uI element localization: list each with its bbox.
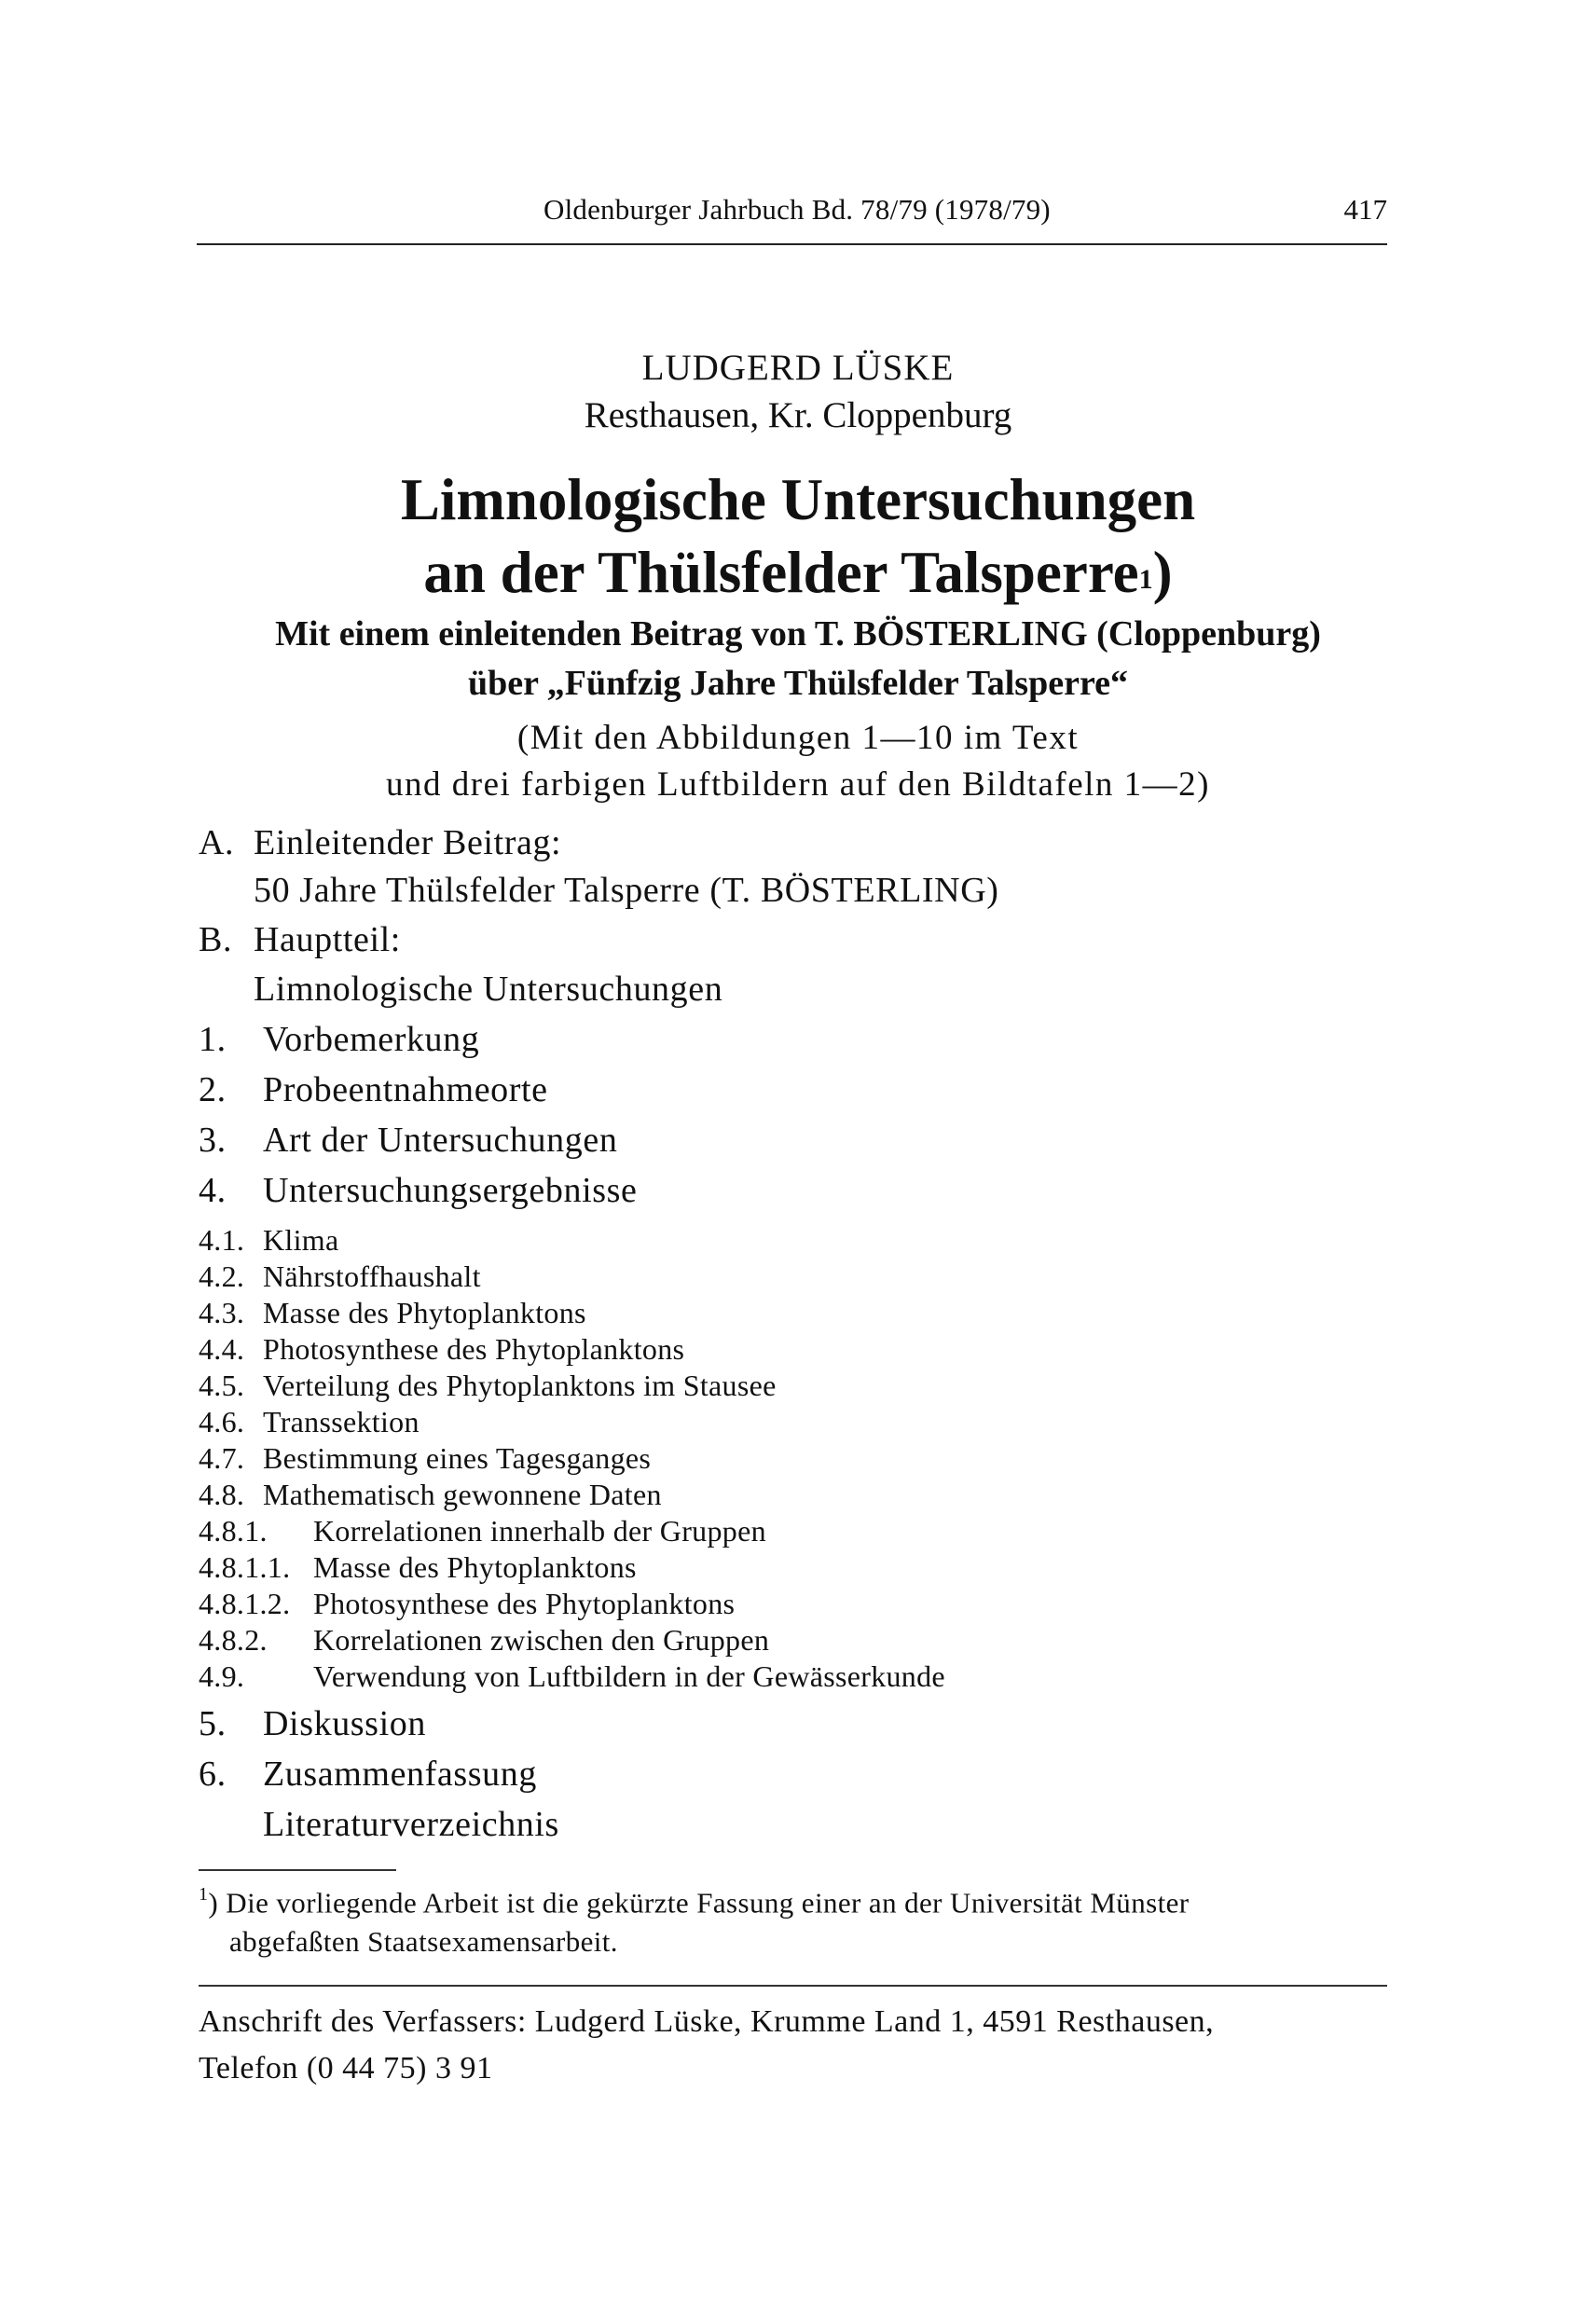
figures-note-line-1: (Mit den Abbildungen 1—10 im Text (516, 719, 1080, 757)
toc-entry: Hauptteil: (254, 920, 401, 959)
toc-number: 4.8.1. (199, 1514, 268, 1548)
article-title-line-2 (0, 536, 1596, 609)
toc-number: 1. (199, 1020, 227, 1059)
toc-number: 6. (199, 1755, 227, 1794)
footnote-line-2: abgefaßten Staatsexamensarbeit. (229, 1925, 618, 1958)
author-name: LUDGERD LÜSKE (641, 348, 955, 388)
subtitle-line-2: über „Fünfzig Jahre Thülsfelder Talsperre“ (467, 664, 1128, 703)
journal-header: Oldenburger Jahrbuch Bd. 78/79 (1978/79) (543, 193, 1051, 226)
toc-entry: Photosynthese des Phytoplanktons (313, 1587, 736, 1620)
footnote-line-1-text: ) Die vorliegende Arbeit ist die gekürzte Fassung einer an der Universität Münster (208, 1886, 1190, 1920)
toc-entry: 50 Jahre Thülsfelder Talsperre (T. BÖSTERLING) (254, 871, 999, 910)
toc-entry: Vorbemerkung (263, 1020, 480, 1059)
author-address-line-2: Telefon (0 44 75) 3 91 (199, 2051, 493, 2085)
toc-number: 4.5. (199, 1369, 245, 1402)
article-title-line-1: Limnologische Untersuchungen (400, 467, 1196, 532)
toc-entry: Photosynthese des Phytoplanktons (263, 1332, 685, 1366)
toc-number: 4. (199, 1171, 227, 1210)
toc-number: 4.2. (199, 1259, 245, 1293)
toc-number: 4.8. (199, 1478, 245, 1511)
footnote-rule (199, 1869, 396, 1871)
toc-entry: Probeentnahmeorte (263, 1070, 548, 1109)
toc-entry: Limnologische Untersuchungen (254, 970, 723, 1009)
toc-number: 4.8.1.1. (199, 1550, 291, 1584)
toc-entry: Einleitender Beitrag: (254, 823, 562, 862)
toc-entry: Korrelationen innerhalb der Gruppen (313, 1514, 766, 1548)
toc-entry: Verwendung von Luftbildern in der Gewässerkunde (313, 1659, 945, 1693)
author-address-line-1: Anschrift des Verfassers: Ludgerd Lüske, Krumme Land 1, 4591 Resthausen, (199, 2004, 1215, 2039)
toc-entry: Nährstoffhaushalt (263, 1259, 481, 1293)
toc-entry: Masse des Phytoplanktons (313, 1550, 637, 1584)
toc-entry: Transsektion (263, 1405, 420, 1438)
toc-entry: Bestimmung eines Tagesganges (263, 1441, 652, 1475)
page-number: 417 (1343, 193, 1387, 226)
title-footnote-mark: 1 (1138, 564, 1153, 595)
figures-note-line-2: und drei farbigen Luftbildern auf den Bildtafeln 1—2) (386, 765, 1210, 804)
toc-number: 4.8.2. (199, 1623, 268, 1657)
toc-number: 4.8.1.2. (199, 1587, 291, 1620)
header-rule (197, 243, 1387, 245)
footnote-end-rule (199, 1985, 1387, 1987)
toc-number: 4.6. (199, 1405, 245, 1438)
article-title-line-2-text: an der Thülsfelder Talsperre (423, 540, 1139, 605)
toc-number: 4.4. (199, 1332, 245, 1366)
toc-entry: Art der Untersuchungen (263, 1121, 618, 1160)
toc-number: 4.1. (199, 1223, 245, 1257)
toc-entry: Klima (263, 1223, 339, 1257)
toc-entry: Literaturverzeichnis (263, 1805, 559, 1844)
toc-number: 2. (199, 1070, 227, 1109)
footnote-mark: 1 (199, 1884, 209, 1905)
toc-entry: Masse des Phytoplanktons (263, 1296, 586, 1329)
footnote-line-1 (199, 1886, 1189, 1920)
title-footnote-paren: ) (1152, 540, 1173, 605)
toc-number: 4.7. (199, 1441, 245, 1475)
toc-entry: Korrelationen zwischen den Gruppen (313, 1623, 770, 1657)
toc-entry: Diskussion (263, 1704, 426, 1743)
toc-number: A. (199, 823, 235, 862)
toc-entry: Untersuchungsergebnisse (263, 1171, 638, 1210)
toc-number: 4.9. (199, 1659, 245, 1693)
author-place: Resthausen, Kr. Cloppenburg (584, 395, 1012, 435)
toc-entry: Mathematisch gewonnene Daten (263, 1478, 662, 1511)
subtitle-line-1: Mit einem einleitenden Beitrag von T. BÖSTERLING (Cloppenburg) (275, 614, 1321, 654)
toc-number: 5. (199, 1704, 227, 1743)
toc-entry: Verteilung des Phytoplanktons im Stausee (263, 1369, 777, 1402)
toc-entry: Zusammenfassung (263, 1755, 537, 1794)
toc-number: B. (199, 920, 233, 959)
toc-number: 3. (199, 1121, 227, 1160)
toc-number: 4.3. (199, 1296, 245, 1329)
